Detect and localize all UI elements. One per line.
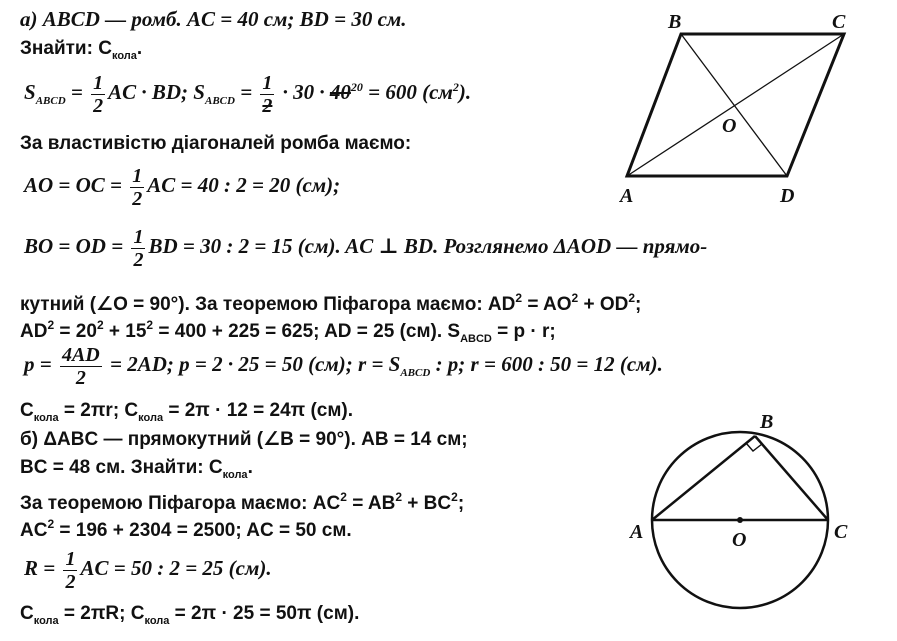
center-point [737, 517, 743, 523]
vertex-label-o: O [722, 115, 737, 137]
vertex-label-c: C [834, 521, 848, 543]
right-angle-mark [746, 443, 762, 451]
part-a-ad: $AD^2 = 20^2 + 15^2 = 400 + 225 = 625$; AD = 25 (см). $S_{ABCD} = p \cdot r$; [20, 318, 556, 345]
part-a-property: За властивістю діагоналей ромба маємо: [20, 133, 412, 154]
diagonal-ac [627, 34, 844, 176]
part-b-radius: R = $\frac{1}{2}$ AC = 50 : 2 = 25 (см). [24, 548, 272, 593]
vertex-label-d: D [780, 185, 795, 207]
part-a-ao: AO = OC = $\frac{1}{2}$ AC = 40 : 2 = 20 (см); [24, 165, 341, 210]
part-b-circumference: $C_{кола} = 2\pi R$; $C_{кола} = 2\pi \cdot 25 = 50\pi$ (см). [20, 603, 360, 627]
part-a-given: а) ABCD — ромб. AC = 40 см; BD = 30 см. [20, 7, 407, 31]
vertex-label-b: B [668, 11, 682, 33]
part-b-pythagoras: За теоремою Піфагора маємо: $AC^2 = AB^2 + BC^2$; [20, 490, 465, 514]
part-a-bo: BO = OD = $\frac{1}{2}$ BD = 30 : 2 = 15 (см). AC ⊥ BD. Розглянемо ΔAOD — прямо- [24, 226, 708, 271]
part-a-p-r: p = $\frac{4AD}{2}$ = 2AD; p = 2 · 25 = 50 (см); $r = S_{ABCD}$ : p; r = 600 : 50 = 12 (см). [24, 344, 663, 389]
rhombus-diagram [610, 8, 880, 208]
side-ab [652, 436, 755, 520]
vertex-label-o: O [732, 529, 747, 551]
part-b-ac: $AC^2 = 196 + 2304 = 2500$; AC = 50 см. [20, 517, 352, 541]
circle-diagram [620, 408, 860, 636]
vertex-label-b: B [760, 411, 774, 433]
part-a-circumference: $C_{кола} = 2\pi r$; $C_{кола} = 2\pi \cdot 12 = 24\pi$ (см). [20, 400, 354, 424]
diagonal-bd [681, 34, 787, 176]
vertex-label-c: C [832, 11, 846, 33]
part-a-area-formula: $S_{ABCD}$ = $\frac{1}{2}$ AC · BD; $S_{ABCD}$ = $\frac{1}{2}$ · $30 \cdot 40^{20} = 600$ $(см^2)$. [24, 72, 472, 117]
vertex-label-a: A [620, 185, 634, 207]
vertex-label-a: A [630, 521, 644, 543]
part-a-pythagoras: кутний (∠O = 90°). За теоремою Піфагора маємо: $AD^2 = AO^2 + OD^2$; [20, 291, 642, 315]
part-b-given: б) ΔABC — прямокутний (∠B = 90°). AB = 14 см; [20, 429, 468, 450]
part-b-find: BC = 48 см. Знайти: $C_{кола}$. [20, 457, 253, 481]
part-a-find: Знайти: $C_{кола}$. [20, 38, 143, 62]
